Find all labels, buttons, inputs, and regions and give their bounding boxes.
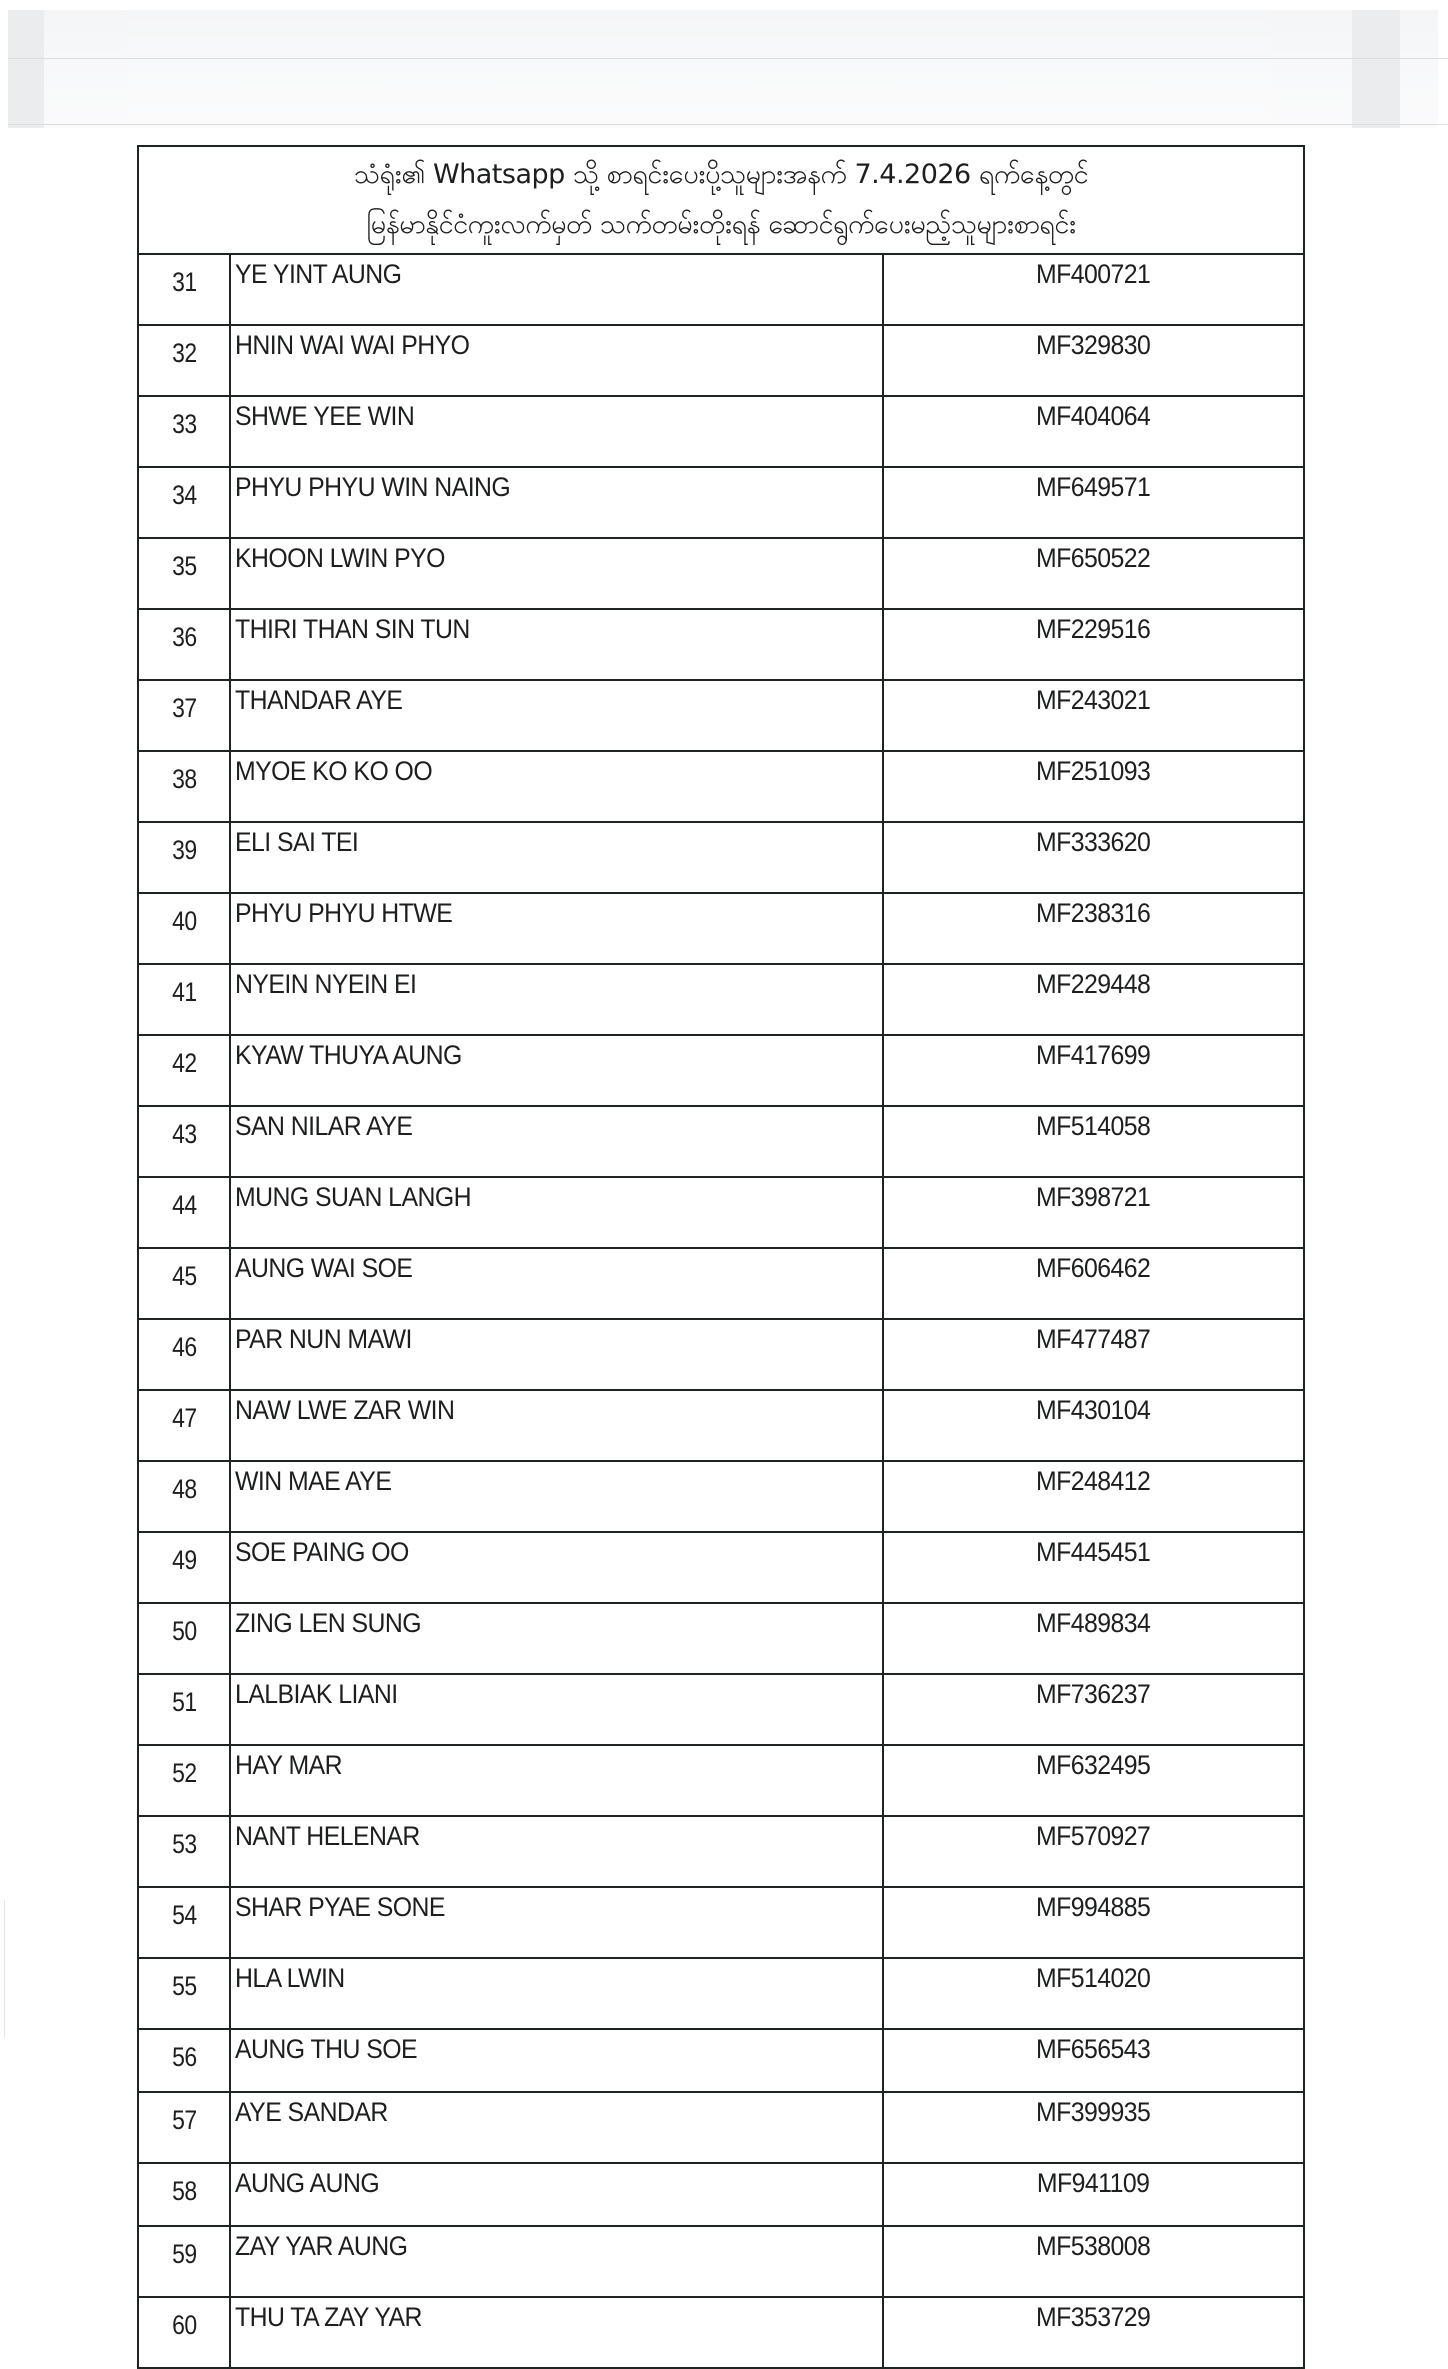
row-number-cell xyxy=(138,751,230,822)
passport-number-cell xyxy=(883,2226,1304,2297)
row-number-cell xyxy=(138,1887,230,1958)
passport-number-cell xyxy=(883,1674,1304,1745)
table-row xyxy=(138,1106,1304,1177)
passport-number-cell xyxy=(883,2297,1304,2368)
row-number-cell xyxy=(138,1603,230,1674)
name-cell xyxy=(230,1035,883,1106)
table-row xyxy=(138,396,1304,467)
row-number: 55 xyxy=(171,1971,197,2001)
passport-number-cell xyxy=(883,1887,1304,1958)
passport-number: MF251093 xyxy=(1036,756,1151,786)
person-name: KYAW THUYA AUNG xyxy=(235,1040,462,1070)
person-name: THIRI THAN SIN TUN xyxy=(235,614,470,644)
row-number: 59 xyxy=(171,2239,197,2269)
row-number: 54 xyxy=(171,1900,197,1930)
row-number: 40 xyxy=(171,906,197,936)
row-number: 36 xyxy=(171,622,197,652)
person-name: SHAR PYAE SONE xyxy=(235,1892,445,1922)
row-number: 60 xyxy=(171,2310,197,2340)
table-row xyxy=(138,467,1304,538)
passport-number: MF538008 xyxy=(1036,2231,1151,2261)
row-number-cell xyxy=(138,2226,230,2297)
row-number: 42 xyxy=(171,1048,197,1078)
table-row xyxy=(138,1177,1304,1248)
row-number-cell xyxy=(138,467,230,538)
passport-number-cell xyxy=(883,751,1304,822)
row-number-cell xyxy=(138,893,230,964)
row-number-cell xyxy=(138,254,230,325)
row-number-cell xyxy=(138,964,230,1035)
person-name: YE YINT AUNG xyxy=(235,259,402,289)
person-name: SOE PAING OO xyxy=(235,1537,409,1567)
row-number-cell xyxy=(138,1461,230,1532)
passport-renewal-list-table xyxy=(137,145,1305,2369)
passport-number-cell xyxy=(883,538,1304,609)
name-cell xyxy=(230,325,883,396)
title-line-1: သံရုံး၏ Whatsapp သို့ စာရင်းပေးပို့သူများအနက် 7.4.2026 ရက်နေ့တွင် xyxy=(353,159,1089,190)
table-row xyxy=(138,1461,1304,1532)
name-cell xyxy=(230,1532,883,1603)
table-row xyxy=(138,1035,1304,1106)
name-cell xyxy=(230,2029,883,2092)
table-row xyxy=(138,822,1304,893)
row-number: 47 xyxy=(171,1403,197,1433)
passport-number: MF238316 xyxy=(1036,898,1151,928)
row-number-cell xyxy=(138,1177,230,1248)
row-number: 52 xyxy=(171,1758,197,1788)
table-row xyxy=(138,2029,1304,2092)
row-number-cell xyxy=(138,1106,230,1177)
passport-number: MF248412 xyxy=(1036,1466,1151,1496)
row-number: 56 xyxy=(171,2042,197,2072)
passport-number: MF417699 xyxy=(1036,1040,1151,1070)
name-cell xyxy=(230,1319,883,1390)
name-cell xyxy=(230,964,883,1035)
table-row xyxy=(138,254,1304,325)
row-number: 39 xyxy=(171,835,197,865)
table-row xyxy=(138,1887,1304,1958)
row-number-cell xyxy=(138,1958,230,2029)
row-number: 33 xyxy=(171,409,197,439)
name-cell xyxy=(230,2092,883,2163)
row-number-cell xyxy=(138,680,230,751)
row-number-cell xyxy=(138,396,230,467)
person-name: SAN NILAR AYE xyxy=(235,1111,413,1141)
person-name: NANT HELENAR xyxy=(235,1821,420,1851)
passport-number-cell xyxy=(883,893,1304,964)
row-number: 43 xyxy=(171,1119,197,1149)
person-name: LALBIAK LIANI xyxy=(235,1679,398,1709)
name-cell xyxy=(230,254,883,325)
person-name: AUNG AUNG xyxy=(235,2168,380,2198)
passport-number: MF229448 xyxy=(1036,969,1151,999)
person-name: HAY MAR xyxy=(235,1750,343,1780)
row-number: 45 xyxy=(171,1261,197,1291)
row-number-cell xyxy=(138,1674,230,1745)
name-cell xyxy=(230,1461,883,1532)
table-row xyxy=(138,325,1304,396)
row-number-cell xyxy=(138,1390,230,1461)
scan-artifact-line xyxy=(8,58,1448,59)
row-number: 53 xyxy=(171,1829,197,1859)
row-number-cell xyxy=(138,822,230,893)
table-row xyxy=(138,538,1304,609)
row-number: 50 xyxy=(171,1616,197,1646)
row-number-cell xyxy=(138,2297,230,2368)
passport-number-cell xyxy=(883,609,1304,680)
passport-number: MF243021 xyxy=(1036,685,1151,715)
passport-number-cell xyxy=(883,1958,1304,2029)
name-cell xyxy=(230,680,883,751)
name-cell xyxy=(230,822,883,893)
person-name: AUNG WAI SOE xyxy=(235,1253,413,1283)
passport-number-cell xyxy=(883,1603,1304,1674)
person-name: SHWE YEE WIN xyxy=(235,401,415,431)
person-name: HNIN WAI WAI PHYO xyxy=(235,330,470,360)
passport-number-cell xyxy=(883,254,1304,325)
passport-number: MF994885 xyxy=(1036,1892,1151,1922)
title-line-2: မြန်မာနိုင်ငံကူးလက်မှတ် သက်တမ်းတိုးရန် ဆောင်ရွက်ပေးမည့်သူများစာရင်း xyxy=(366,209,1076,240)
passport-number-cell xyxy=(883,467,1304,538)
person-name: AYE SANDAR xyxy=(235,2097,388,2127)
row-number: 32 xyxy=(171,338,197,368)
person-name: HLA LWIN xyxy=(235,1963,345,1993)
passport-number-cell xyxy=(883,2029,1304,2092)
passport-number: MF606462 xyxy=(1036,1253,1151,1283)
passport-number: MF353729 xyxy=(1036,2302,1151,2332)
scan-artifact-line xyxy=(8,124,1448,125)
name-cell xyxy=(230,751,883,822)
table-row xyxy=(138,609,1304,680)
name-cell xyxy=(230,538,883,609)
name-cell xyxy=(230,2163,883,2226)
passport-number-cell xyxy=(883,396,1304,467)
passport-number: MF941109 xyxy=(1037,2168,1150,2198)
passport-number: MF445451 xyxy=(1036,1537,1151,1567)
passport-number-cell xyxy=(883,964,1304,1035)
person-name: PHYU PHYU HTWE xyxy=(235,898,453,928)
name-cell xyxy=(230,1816,883,1887)
row-number-cell xyxy=(138,325,230,396)
name-cell xyxy=(230,893,883,964)
passport-number-cell xyxy=(883,1035,1304,1106)
table-row xyxy=(138,1319,1304,1390)
row-number-cell xyxy=(138,2163,230,2226)
name-cell xyxy=(230,609,883,680)
person-name: THU TA ZAY YAR xyxy=(235,2302,422,2332)
person-name: ZING LEN SUNG xyxy=(235,1608,422,1638)
row-number-cell xyxy=(138,1816,230,1887)
passport-number: MF404064 xyxy=(1036,401,1151,431)
passport-number-cell xyxy=(883,1816,1304,1887)
table-row xyxy=(138,964,1304,1035)
table-row xyxy=(138,1532,1304,1603)
row-number: 57 xyxy=(171,2105,197,2135)
row-number: 49 xyxy=(171,1545,197,1575)
row-number-cell xyxy=(138,1319,230,1390)
row-number: 46 xyxy=(171,1332,197,1362)
passport-number: MF514058 xyxy=(1036,1111,1151,1141)
passport-number-cell xyxy=(883,1106,1304,1177)
name-cell xyxy=(230,1674,883,1745)
person-name: NAW LWE ZAR WIN xyxy=(235,1395,455,1425)
table-row xyxy=(138,2226,1304,2297)
passport-number: MF570927 xyxy=(1036,1821,1151,1851)
person-name: PAR NUN MAWI xyxy=(235,1324,412,1354)
table-row xyxy=(138,893,1304,964)
table-row xyxy=(138,751,1304,822)
table-row xyxy=(138,1816,1304,1887)
person-name: ELI SAI TEI xyxy=(235,827,359,857)
passport-number-cell xyxy=(883,2163,1304,2226)
passport-number-cell xyxy=(883,1248,1304,1319)
row-number-cell xyxy=(138,1035,230,1106)
passport-number: MF399935 xyxy=(1036,2097,1151,2127)
passport-number-cell xyxy=(883,680,1304,751)
table-row xyxy=(138,1603,1304,1674)
table-row xyxy=(138,680,1304,751)
person-name: AUNG THU SOE xyxy=(235,2034,418,2064)
table-row xyxy=(138,2297,1304,2368)
passport-number-cell xyxy=(883,1319,1304,1390)
person-name: NYEIN NYEIN EI xyxy=(235,969,417,999)
row-number-cell xyxy=(138,1532,230,1603)
table-row xyxy=(138,2163,1304,2226)
name-cell xyxy=(230,1745,883,1816)
row-number: 38 xyxy=(171,764,197,794)
passport-number: MF649571 xyxy=(1036,472,1151,502)
table-row xyxy=(138,1248,1304,1319)
row-number: 41 xyxy=(171,977,197,1007)
name-cell xyxy=(230,1603,883,1674)
person-name: THANDAR AYE xyxy=(235,685,403,715)
row-number: 31 xyxy=(171,267,197,297)
row-number: 37 xyxy=(171,693,197,723)
passport-number: MF229516 xyxy=(1036,614,1151,644)
row-number: 35 xyxy=(171,551,197,581)
name-cell xyxy=(230,467,883,538)
person-name: PHYU PHYU WIN NAING xyxy=(235,472,511,502)
person-name: MUNG SUAN LANGH xyxy=(235,1182,472,1212)
name-cell xyxy=(230,1958,883,2029)
name-cell xyxy=(230,1390,883,1461)
row-number: 58 xyxy=(171,2176,197,2206)
row-number: 48 xyxy=(171,1474,197,1504)
person-name: KHOON LWIN PYO xyxy=(235,543,445,573)
table-row xyxy=(138,2092,1304,2163)
row-number-cell xyxy=(138,1745,230,1816)
table-row xyxy=(138,1674,1304,1745)
passport-number: MF736237 xyxy=(1036,1679,1151,1709)
passport-number: MF650522 xyxy=(1036,543,1151,573)
passport-number-cell xyxy=(883,1532,1304,1603)
name-cell xyxy=(230,2226,883,2297)
person-name: MYOE KO KO OO xyxy=(235,756,433,786)
passport-number: MF398721 xyxy=(1036,1182,1151,1212)
row-number-cell xyxy=(138,609,230,680)
row-number: 34 xyxy=(171,480,197,510)
passport-number: MF656543 xyxy=(1036,2034,1151,2064)
person-name: WIN MAE AYE xyxy=(235,1466,392,1496)
table-row xyxy=(138,1745,1304,1816)
passport-number: MF489834 xyxy=(1036,1608,1151,1638)
name-cell xyxy=(230,1106,883,1177)
passport-number: MF514020 xyxy=(1036,1963,1151,1993)
table-row xyxy=(138,1958,1304,2029)
row-number-cell xyxy=(138,538,230,609)
passport-number: MF430104 xyxy=(1036,1395,1151,1425)
passport-number-cell xyxy=(883,1745,1304,1816)
name-cell xyxy=(230,1248,883,1319)
table-row xyxy=(138,1390,1304,1461)
passport-number: MF400721 xyxy=(1036,259,1151,289)
scan-artifact-edge xyxy=(4,1900,5,2038)
passport-number-cell xyxy=(883,822,1304,893)
person-name: ZAY YAR AUNG xyxy=(235,2231,408,2261)
table-body xyxy=(138,254,1304,2368)
passport-number: MF632495 xyxy=(1036,1750,1151,1780)
name-cell xyxy=(230,396,883,467)
passport-number: MF333620 xyxy=(1036,827,1151,857)
row-number-cell xyxy=(138,1248,230,1319)
passport-number: MF477487 xyxy=(1036,1324,1151,1354)
scan-artifact xyxy=(8,10,1438,128)
row-number-cell xyxy=(138,2092,230,2163)
table-title xyxy=(138,146,1304,254)
row-number: 51 xyxy=(171,1687,197,1717)
name-cell xyxy=(230,1177,883,1248)
passport-number-cell xyxy=(883,1461,1304,1532)
passport-number-cell xyxy=(883,2092,1304,2163)
row-number-cell xyxy=(138,2029,230,2092)
row-number: 44 xyxy=(171,1190,197,1220)
name-cell xyxy=(230,2297,883,2368)
passport-number-cell xyxy=(883,325,1304,396)
passport-number-cell xyxy=(883,1390,1304,1461)
name-cell xyxy=(230,1887,883,1958)
passport-number: MF329830 xyxy=(1036,330,1151,360)
passport-number-cell xyxy=(883,1177,1304,1248)
